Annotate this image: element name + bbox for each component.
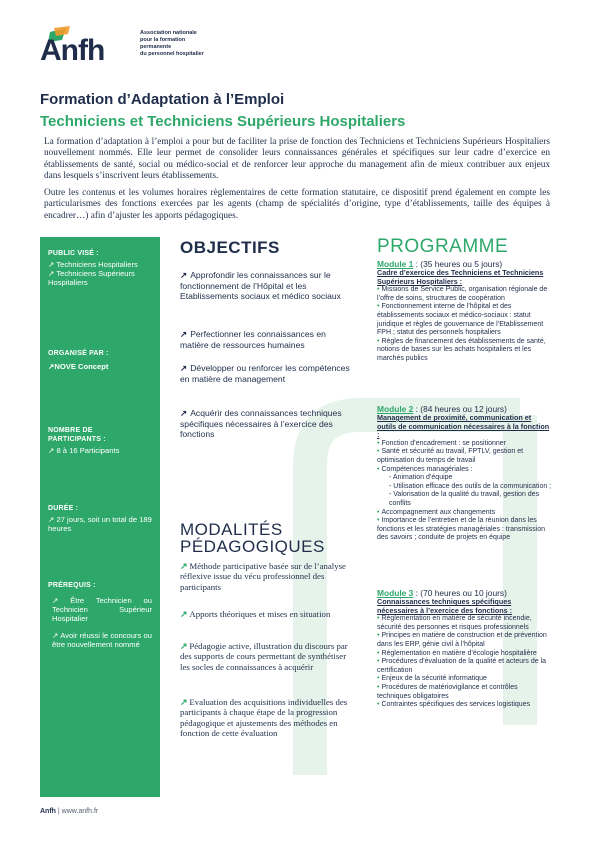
- participants-title-2: PARTICIPANTS :: [48, 436, 106, 443]
- modality-item: ↗ Apports théoriques et mises en situation: [180, 609, 331, 619]
- intro-text: [44, 137, 550, 228]
- module-subitem: - Utilisation efficace des outils de la communication ;: [389, 482, 552, 490]
- objective-item: ↗ Perfectionner les connaissances en matière de ressources humaines: [180, 329, 326, 350]
- modality-item: ↗ Evaluation des acquisitions individuelles des participants à chaque étape de la progression pédagogique et ajustements des méthodes en fonction de cette évaluation: [180, 697, 348, 739]
- duration-value: ↗ 27 jours, soit un total de 189 heures: [48, 515, 152, 533]
- objectives-heading: OBJECTIFS: [180, 238, 280, 257]
- arrow-icon: ↗: [180, 697, 188, 707]
- module-3: [377, 588, 552, 710]
- module-title: Module 2 : (84 heures ou 12 jours): [377, 404, 507, 414]
- logo-word: Anfh: [40, 34, 105, 67]
- participants-block: [48, 426, 152, 455]
- module-item: • Principes en matière de construction et de prévention dans les ERP, génie civil à l’hôpital: [377, 632, 547, 648]
- arrow-icon: ↗: [180, 329, 188, 339]
- modality-item: ↗ Pédagogie active, illustration du discours par des supports de cours permettant de synthétiser les socles de connaissances à acquérir: [180, 641, 348, 672]
- logo-tagline: Association nationale pour la formation permanente du personnel hospitalier: [140, 30, 204, 57]
- module-item: • Réglementation en matière d’écologie hospitalière: [377, 649, 537, 657]
- organiser-block: [48, 349, 152, 371]
- modalities-heading: MODALITÉS PÉDAGOGIQUES: [180, 520, 325, 556]
- module-subtitle: Connaissances techniques spécifiques nécessaires à l’exercice des fonctions :: [377, 597, 513, 615]
- participants-title-1: NOMBRE DE: [48, 427, 93, 434]
- module-1: [377, 259, 552, 364]
- public-item: ↗ Techniciens Supérieurs Hospitaliers: [48, 269, 135, 287]
- organiser-value: ↗NOVE Concept: [48, 362, 109, 371]
- intro-paragraph-2: Outre les contenus et les volumes horaires règlementaires de cette formation statutaire, ce dispositif prend également en compte les particularismes des fonctions exercées par les agents (champ de spécialités d’origine, type d’établissements, taille des équipes à encadrer…) afin d’ajuster les apports pédagogiques.: [44, 188, 550, 221]
- arrow-icon: ↗: [180, 363, 188, 373]
- arrow-icon: ↗: [180, 609, 188, 619]
- module-item: • Accompagnement aux changements: [377, 508, 496, 516]
- organiser-title: ORGANISÉ PAR :: [48, 350, 109, 357]
- duration-block: [48, 504, 152, 533]
- module-item: • Importance de l’entretien et de la réunion dans les fonctions et les stratégies managériales : transmission des savoirs ; conduite de projets en équipe: [377, 517, 546, 542]
- module-subitem: - Valorisation de la qualité du travail, gestion des conflits: [389, 491, 540, 507]
- page-subtitle: Techniciens et Techniciens Supérieurs Hospitaliers: [40, 113, 406, 130]
- module-item: • Procédures de matériovigilance et contrôles techniques obligatoires: [377, 683, 518, 700]
- prerequisites-block: [48, 581, 152, 649]
- prerequisite-item: ↗ Être Technicien ou Technicien Supérieur Hospitalier: [52, 596, 152, 623]
- module-subitem: - Animation d’équipe: [389, 474, 453, 482]
- module-2: [377, 404, 552, 543]
- footer-url[interactable]: www.anfh.fr: [61, 808, 99, 815]
- public-item: ↗ Techniciens Hospitaliers: [48, 260, 138, 269]
- module-item: • Compétences managériales :: [377, 465, 473, 473]
- public-block: [48, 249, 152, 287]
- intro-paragraph-1: La formation d’adaptation à l’emploi a pour but de faciliter la prise de fonction des Techniciens et Techniciens Supérieurs Hospitaliers nouvellement nommés. Elle leur permet de consolider leurs connaissances générales et spécifiques sur leur cadre d’exercice en établissements de santé, social ou médico-social et de renforcer leur approche du management afin de mieux contribuer aux enjeux dans lesquels s’inscrivent leurs établissements.: [44, 137, 550, 181]
- module-item: • Règles de financement des établissements de santé, notions de bases sur les achats hospitaliers et les marchés publics: [377, 337, 546, 362]
- info-sidebar: [40, 237, 160, 797]
- arrow-icon: ↗: [180, 408, 188, 418]
- prerequisites-title: PRÉREQUIS :: [48, 582, 96, 589]
- module-title: Module 1 : (35 heures ou 5 jours): [377, 259, 503, 269]
- programme-heading: PROGRAMME: [377, 236, 509, 257]
- module-item: • Enjeux de la sécurité informatique: [377, 675, 487, 683]
- module-subtitle: Management de proximité, communication et outils de communication nécessaires à la fonction :: [377, 413, 550, 440]
- page-title: Formation d’Adaptation à l’Emploi: [40, 91, 285, 108]
- participants-value: ↗ 8 à 16 Participants: [48, 446, 120, 455]
- module-subtitle: Cadre d’exercice des Techniciens et Techniciens Supérieurs Hospitaliers :: [377, 268, 544, 286]
- module-title: Module 3 : (70 heures ou 10 jours): [377, 588, 507, 598]
- arrow-icon: ↗: [180, 641, 188, 651]
- duration-title: DURÉE :: [48, 505, 79, 512]
- module-item: • Santé et sécurité au travail, FPTLV, gestion et optimisation du temps de travail: [377, 448, 524, 464]
- prerequisite-item: ↗ Avoir réussi le concours ou être nouvellement nommé: [52, 631, 152, 649]
- modality-item: ↗ Méthode participative basée sur de l’analyse réflexive issue du vécu professionnel des participants: [180, 561, 346, 592]
- module-item: • Fonctionnement interne de l’hôpital et des établissements sociaux et médico-sociaux : statut juridique et règles de gouvernance de l’Etablissement FPH ; statut des personnels hospitaliers: [377, 303, 544, 337]
- anfh-logo: [40, 26, 210, 66]
- objective-item: ↗ Approfondir les connaissances sur le fonctionnement de l’Hôpital et les Etablissements sociaux et médico sociaux: [180, 270, 341, 302]
- public-title: PUBLIC VISÉ :: [48, 250, 99, 257]
- objective-item: ↗ Développer ou renforcer les compétences en matière de management: [180, 363, 350, 384]
- objective-item: ↗ Acquérir des connaissances techniques spécifiques nécessaires à l’exercice des fonctions: [180, 408, 342, 440]
- module-item: • Procédures d’évaluation de la qualité et acteurs de la certification: [377, 658, 547, 674]
- arrow-icon: ↗: [180, 561, 188, 571]
- footer: Anfh | www.anfh.fr: [40, 808, 99, 815]
- module-item: • Contraintes spécifiques des services logistiques: [377, 701, 531, 709]
- module-item: • Missions de Service Public, organisation régionale de l’offre de soins, structures de coopération: [377, 286, 548, 302]
- footer-brand: Anfh: [40, 808, 56, 815]
- arrow-icon: ↗: [180, 270, 188, 280]
- module-item: • Fonction d’encadrement : se positionner: [377, 439, 506, 447]
- module-item: • Réglementation en matière de sécurité incendie, sécurité des personnes et risques professionnels: [377, 615, 532, 631]
